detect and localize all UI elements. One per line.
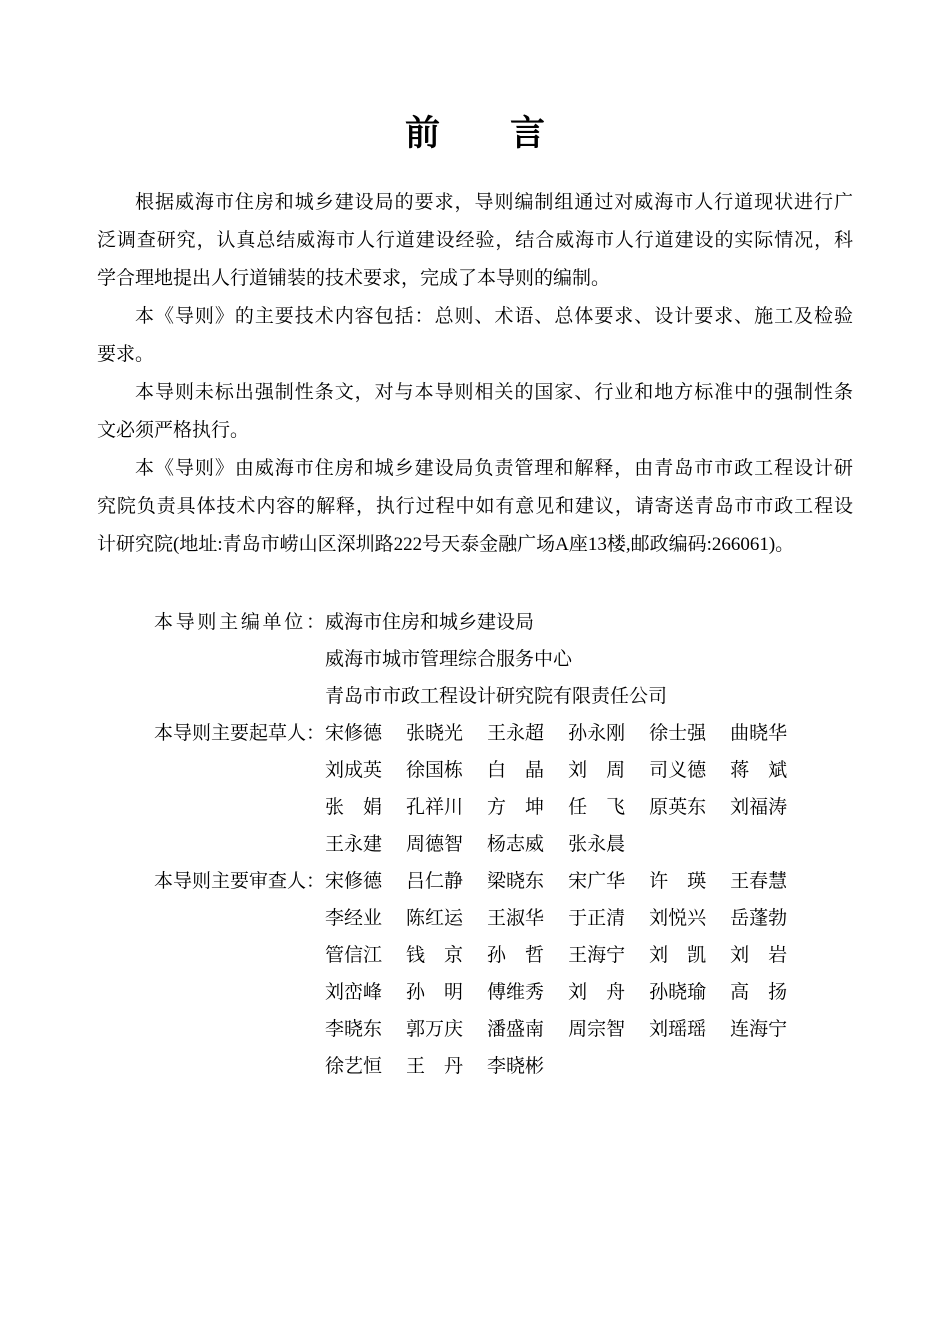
name-row (325, 604, 853, 641)
person-name: 梁晓东 (487, 871, 545, 892)
person-name: 吕仁静 (406, 871, 464, 892)
person-name: 孙 明 (406, 982, 464, 1003)
person-name: 任 飞 (568, 797, 626, 818)
person-name: 王海宁 (568, 945, 626, 966)
person-name: 岳蓬勃 (730, 908, 788, 929)
person-name: 高 扬 (730, 982, 788, 1003)
person-name: 方 坤 (487, 797, 545, 818)
person-name: 徐士强 (649, 723, 707, 744)
person-name: 司义德 (649, 760, 707, 781)
paragraph-line: 计研究院(地址:青岛市崂山区深圳路222号天泰金融广场A座13楼,邮政编码:266061)。 (97, 534, 795, 555)
person-name: 白 晶 (487, 760, 545, 781)
paragraph-line: 本《导则》由威海市住房和城乡建设局负责管理和解释，由青岛市市政工程设计研 (135, 458, 853, 479)
credit-names (325, 863, 853, 1085)
person-name: 刘成英 (325, 760, 383, 781)
org-name: 青岛市市政工程设计研究院有限责任公司 (325, 686, 668, 707)
paragraph-line: 根据威海市住房和城乡建设局的要求，导则编制组通过对威海市人行道现状进行广 (135, 192, 853, 213)
person-name: 潘盛南 (487, 1019, 545, 1040)
person-name: 宋修德 (325, 871, 383, 892)
person-name: 管信江 (325, 945, 383, 966)
name-row (325, 789, 853, 826)
name-row (325, 863, 853, 900)
person-name: 张永晨 (568, 834, 626, 855)
person-name: 傅维秀 (487, 982, 545, 1003)
credit-label: 本导则主要起草人： (154, 723, 326, 744)
credit-names (325, 715, 853, 863)
person-name: 刘 舟 (568, 982, 626, 1003)
preface-paragraph (97, 184, 853, 298)
name-row (325, 1011, 853, 1048)
person-name: 周德智 (406, 834, 464, 855)
person-name: 刘峦峰 (325, 982, 383, 1003)
paragraph-line: 学合理地提出人行道铺装的技术要求，完成了本导则的编制。 (97, 268, 611, 289)
name-row (325, 937, 853, 974)
person-name: 张 娟 (325, 797, 383, 818)
preface-paragraph (97, 374, 853, 450)
paragraph-line: 泛调查研究，认真总结威海市人行道建设经验，结合威海市人行道建设的实际情况，科 (97, 230, 853, 251)
credit-block (154, 715, 853, 863)
name-row (325, 826, 853, 863)
person-name: 孙永刚 (568, 723, 626, 744)
org-name: 威海市住房和城乡建设局 (325, 612, 535, 633)
person-name: 钱 京 (406, 945, 464, 966)
credits-section (97, 604, 853, 1085)
person-name: 刘 凯 (649, 945, 707, 966)
person-name: 王永超 (487, 723, 545, 744)
paragraph-line: 究院负责具体技术内容的解释，执行过程中如有意见和建议，请寄送青岛市市政工程设 (97, 496, 853, 517)
person-name: 刘悦兴 (649, 908, 707, 929)
name-row (325, 715, 853, 752)
preface-paragraphs (97, 184, 853, 564)
name-row (325, 752, 853, 789)
paragraph-line: 文必须严格执行。 (97, 420, 250, 441)
person-name: 张晓光 (406, 723, 464, 744)
person-name: 周宗智 (568, 1019, 626, 1040)
name-row (325, 1048, 853, 1085)
person-name: 蒋 斌 (730, 760, 788, 781)
person-name: 原英东 (649, 797, 707, 818)
person-name: 郭万庆 (406, 1019, 464, 1040)
person-name: 杨志威 (487, 834, 545, 855)
person-name: 李晓东 (325, 1019, 383, 1040)
person-name: 连海宁 (730, 1019, 788, 1040)
person-name: 刘 周 (568, 760, 626, 781)
person-name: 宋修德 (325, 723, 383, 744)
page-content (97, 0, 853, 1085)
person-name: 徐艺恒 (325, 1056, 383, 1077)
person-name: 徐国栋 (406, 760, 464, 781)
credit-label: 本导则主要审查人： (154, 871, 326, 892)
org-name: 威海市城市管理综合服务中心 (325, 649, 573, 670)
person-name: 王淑华 (487, 908, 545, 929)
person-name: 李晓彬 (487, 1056, 545, 1077)
person-name: 曲晓华 (730, 723, 788, 744)
preface-paragraph (97, 298, 853, 374)
person-name: 孙晓瑜 (649, 982, 707, 1003)
name-row (325, 900, 853, 937)
person-name: 刘福涛 (730, 797, 788, 818)
person-name: 孔祥川 (406, 797, 464, 818)
paragraph-line: 本《导则》的主要技术内容包括：总则、术语、总体要求、设计要求、施工及检验 (135, 306, 853, 327)
preface-paragraph (97, 450, 853, 564)
credit-block (154, 863, 853, 1085)
person-name: 李经业 (325, 908, 383, 929)
name-row (325, 974, 853, 1011)
paragraph-line: 本导则未标出强制性条文，对与本导则相关的国家、行业和地方标准中的强制性条 (135, 382, 853, 403)
person-name: 许 瑛 (649, 871, 707, 892)
person-name: 刘 岩 (730, 945, 788, 966)
credit-block (154, 604, 853, 715)
credit-label: 本导则主编单位： (154, 612, 325, 633)
name-row (325, 641, 853, 678)
person-name: 于正清 (568, 908, 626, 929)
person-name: 王春慧 (730, 871, 788, 892)
person-name: 刘瑶瑶 (649, 1019, 707, 1040)
name-row (325, 678, 853, 715)
person-name: 宋广华 (568, 871, 626, 892)
person-name: 孙 哲 (487, 945, 545, 966)
person-name: 王永建 (325, 834, 383, 855)
person-name: 陈红运 (406, 908, 464, 929)
page-title: 前 言 (404, 114, 545, 153)
paragraph-line: 要求。 (97, 344, 155, 365)
credit-names (325, 604, 853, 715)
person-name: 王 丹 (406, 1056, 464, 1077)
